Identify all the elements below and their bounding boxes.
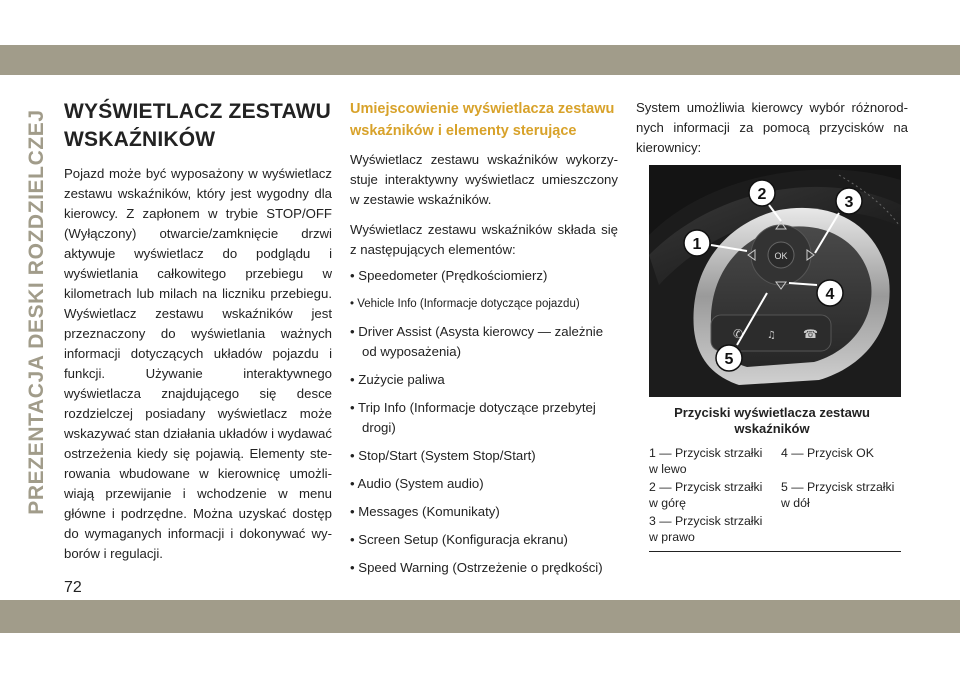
list-item: • Zużycie paliwa (350, 372, 445, 387)
phone-icon: ✆ (733, 327, 744, 341)
list-item: • Vehicle Info (Informacje dotyczące pojazdu) (350, 298, 580, 310)
page-title-line2: WSKAŹNIKÓW (64, 128, 216, 151)
list-item: • Speedometer (Prędkościomierz) (350, 268, 548, 283)
callout-4: 4 (825, 286, 835, 303)
steering-wheel-illustration (649, 165, 901, 397)
voice-icon: ♫ (767, 330, 776, 341)
page-number: 72 (64, 579, 82, 596)
list-item: • Audio (System audio) (350, 476, 484, 491)
list-item: • Driver Assist (Asysta kierowcy — zależnie od wyposażenia) (350, 324, 604, 359)
list-item: • Speed Warning (Ostrzeżenie o prędkości) (350, 560, 603, 575)
intro-paragraph: Pojazd może być wyposażony w wyświetlacz zestawu wskaźników, który jest wygodny dla kierowcy. Z zapłonem w trybie STOP/OFF (Wyłączony) otwarcie/zamknięcie drzwi aktywuje wyświetlacz do podglądu i wyświetlania całkowitego przebiegu w kilometrach lub milach na liczniku przebiegu. Wyświetlacz zestawu wskaźników jest przeznaczony do wyświetlania ważnych informacji dotyczących układów pojazdu i funkcji. Używanie interaktywnego wyświetlacza znajdującego się desce rozdzielczej posiadany wyświetlacz może wskazywać stan działania układów i wydawać ostrzeżenia kiedy się pojawią. Elementy sterowania wbudowane w kierownicę umożliwiają przewijanie i wchodzenie w menu główne i podrzędne. Można uzyskać dostęp do wymaganych informacji i dokonywać wyborów i regulacji. (64, 166, 332, 561)
section-heading: Umiejscowienie wyświetlacza zestawu wskaźników i elementy sterujące (350, 101, 615, 139)
legend-item: 5 — Przycisk strzałki w dół (781, 480, 895, 510)
legend-item: 1 — Przycisk strzałki w lewo (649, 446, 763, 476)
side-section-title: PREZENTACJA DESKI ROZDZIELCZEJ (25, 109, 48, 515)
page-title-line1: WYŚWIETLACZ ZESTAWU (64, 100, 332, 123)
figure-legend (649, 445, 901, 552)
legend-item: 3 — Przycisk strzałki w prawo (649, 514, 763, 544)
list-item: • Trip Info (Informacje dotyczące przebytej drogi) (350, 400, 596, 435)
callout-3: 3 (844, 194, 854, 211)
ok-button-label: OK (774, 251, 788, 261)
paragraph-2: Wyświetlacz zestawu wskaźników składa się z następujących elementów: (350, 222, 618, 257)
steering-wheel-photo (649, 165, 901, 397)
page-title (64, 98, 332, 154)
controls-intro: System umożliwia kierowcy wybór różnorodnych informacji za pomocą przycisków na kierownicy: (636, 100, 908, 155)
column-left (64, 98, 332, 564)
list-item: • Messages (Komunikaty) (350, 504, 500, 519)
column-right (636, 98, 908, 552)
callout-1: 1 (692, 236, 702, 253)
list-item: • Screen Setup (Konfiguracja ekranu) (350, 532, 568, 547)
legend-item: 2 — Przycisk strzałki w górę (649, 480, 763, 510)
footer-band (0, 600, 960, 633)
paragraph-1: Wyświetlacz zestawu wskaźników wykorzystuje interaktywny wyświetlacz umieszczony w zestawie wskaźników. (350, 152, 618, 207)
list-item: • Stop/Start (System Stop/Start) (350, 448, 536, 463)
hang-up-icon: ☎ (803, 327, 818, 341)
column-middle (350, 98, 618, 586)
legend-item: 4 — Przycisk OK (781, 446, 874, 460)
header-band (0, 45, 960, 75)
figure-caption: Przyciski wyświetlacza zestawu wskaźników (674, 405, 870, 436)
callout-2: 2 (757, 186, 767, 203)
callout-5: 5 (724, 351, 734, 368)
elements-list (350, 266, 618, 578)
